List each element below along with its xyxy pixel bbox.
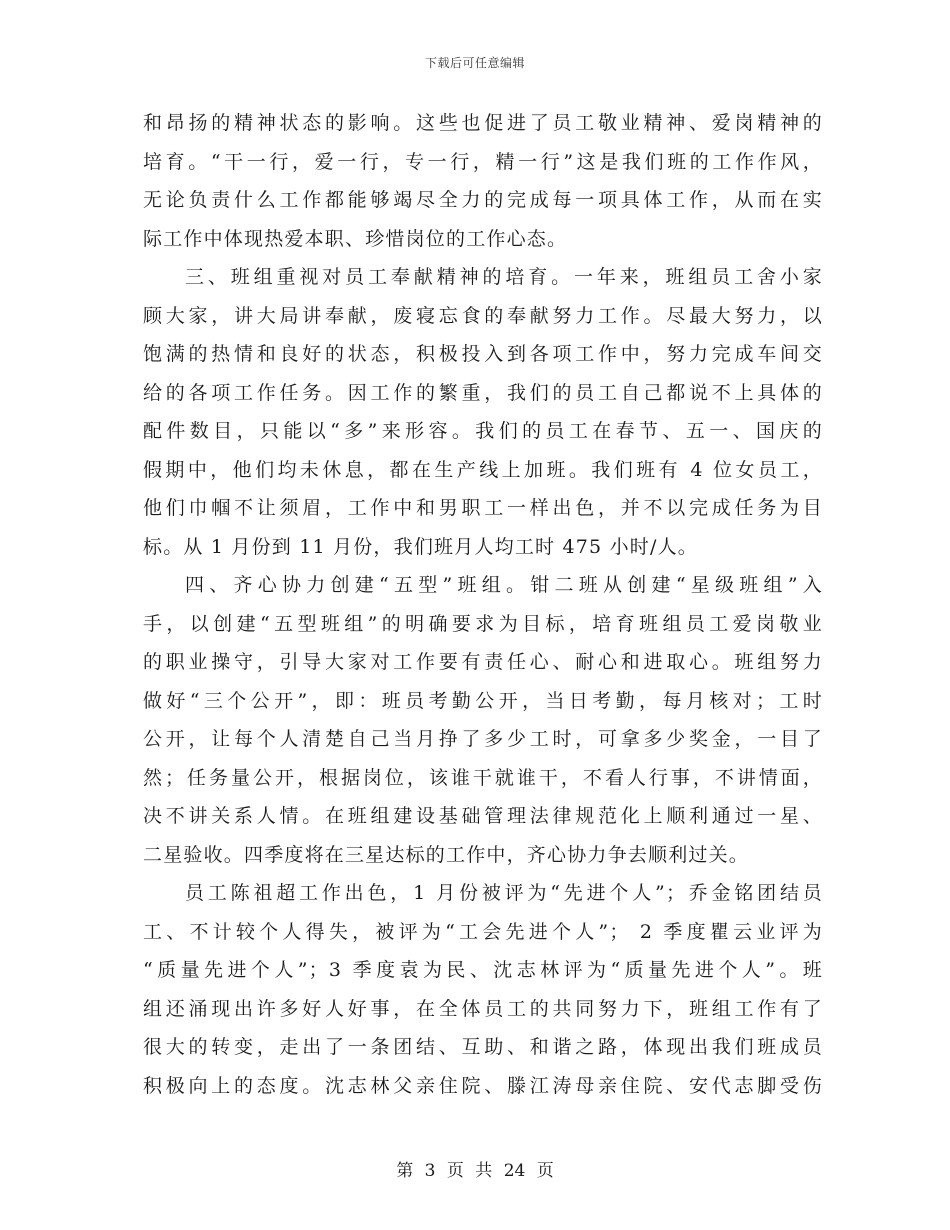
header-note: 下载后可任意编辑	[424, 56, 525, 70]
document-body	[143, 104, 823, 1105]
text-line: 顾大家，讲大局讲奉献，废寝忘食的奉献努力工作。尽最大努力，以	[143, 304, 823, 327]
text-line: 员工陈祖超工作出色，1 月份被评为“先进个人”；乔金铭团结员	[185, 882, 823, 904]
text-line: 积极向上的态度。沈志林父亲住院、滕江涛母亲住院、安代志脚受伤	[143, 1074, 823, 1097]
text-line: “质量先进个人”；3 季度袁为民、沈志林评为“质量先进个人”。班	[143, 959, 823, 981]
text-line: 无论负责什么工作都能够竭尽全力的完成每一项具体工作，从而在实	[143, 189, 823, 211]
text-line: 然；任务量公开，根据岗位，该谁干就谁干，不看人行事，不讲情面，	[143, 766, 823, 789]
text-line: 培育。“干一行，爱一行，专一行，精一行”这是我们班的工作作风，	[143, 150, 823, 173]
text-line: 饱满的热情和良好的状态，积极投入到各项工作中，努力完成车间交	[143, 343, 823, 365]
text-line: 二星验收。四季度将在三星达标的工作中，齐心协力争去顺利过关。	[143, 843, 750, 866]
text-line: 配件数目，只能以“多”来形容。我们的员工在春节、五一、国庆的	[143, 420, 823, 442]
text-line: 标。从 1 月份到 11 月份，我们班月人均工时 475 小时/人。	[143, 535, 698, 558]
text-line: 给的各项工作任务。因工作的繁重，我们的员工自己都说不上具体的	[143, 381, 823, 404]
text-line: 和昂扬的精神状态的影响。这些也促进了员工敬业精神、爱岗精神的	[143, 112, 823, 134]
text-line: 工、不计较个人得失，被评为“工会先进个人”； 2 季度瞿云业评为	[143, 920, 823, 943]
text-line: 三、班组重视对员工奉献精神的培育。一年来，班组员工舍小家	[185, 266, 823, 288]
text-line: 公开，让每个人清楚自己当月挣了多少工时，可拿多少奖金，一目了	[143, 728, 823, 750]
text-line: 很大的转变，走出了一条团结、互助、和谐之路，体现出我们班成员	[143, 1036, 823, 1058]
text-line: 假期中，他们均未休息，都在生产线上加班。我们班有 4 位女员工，	[143, 458, 823, 481]
text-line: 做好“三个公开”，即：班员考勤公开，当日考勤，每月核对；工时	[143, 689, 823, 712]
text-line: 的职业操守，引导大家对工作要有责任心、耐心和进取心。班组努力	[143, 651, 823, 673]
text-line: 组还涌现出许多好人好事，在全体员工的共同努力下，班组工作有了	[143, 997, 823, 1020]
page-number: 第 3 页 共 24 页	[396, 1161, 554, 1181]
text-line: 手，以创建“五型班组”的明确要求为目标，培育班组员工爱岗敬业	[143, 612, 823, 635]
text-line: 际工作中体现热爱本职、珍惜岗位的工作心态。	[143, 227, 568, 250]
text-line: 四、齐心协力创建“五型”班组。钳二班从创建“星级班组”入	[185, 574, 823, 596]
text-line: 决不讲关系人情。在班组建设基础管理法律规范化上顺利通过一星、	[143, 805, 823, 827]
text-line: 他们巾帼不让须眉，工作中和男职工一样出色，并不以完成任务为目	[143, 497, 823, 519]
